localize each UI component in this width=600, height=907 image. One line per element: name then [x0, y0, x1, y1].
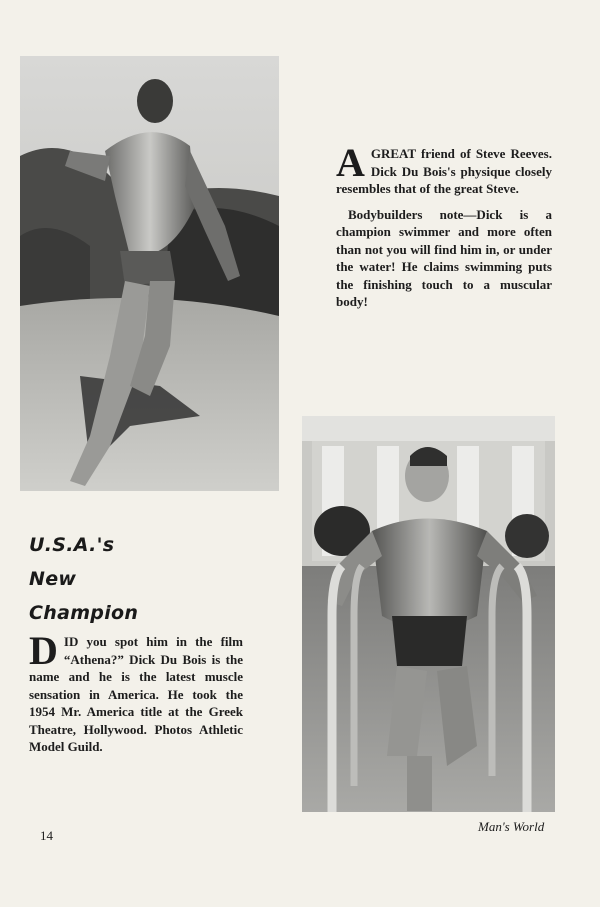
- caption-paragraph-2: Bodybuilders note—Dick is a champion swimmer and more often than not you will find him in, or under the water! He claims swimming puts the finishing touch to a muscular body!: [336, 206, 552, 309]
- dropcap-a: A: [336, 140, 365, 185]
- headline-line-2: New: [29, 568, 77, 590]
- page-number: 14: [40, 828, 53, 843]
- bodybuilder-pool-ladder-photo: [302, 416, 555, 812]
- headline: [29, 528, 279, 630]
- article-paragraph: DID you spot him in the film “Athena?” Dick Du Bois is the name and he is the latest muscle sensation in America. He took the 1954 Mr. America title at the Greek Theatre, Hollywood. Photos Athletic Model Guild.: [29, 628, 243, 754]
- bodybuilder-back-pose-photo: [20, 56, 279, 491]
- steve-reeves-caption: [336, 140, 552, 319]
- headline-line-3: Champion: [29, 602, 139, 624]
- headline-line-1: U.S.A.'s: [29, 534, 115, 556]
- magazine-name: Man's World: [478, 819, 545, 834]
- dropcap-d: D: [29, 628, 58, 673]
- champion-article-text: [29, 628, 243, 756]
- caption-paragraph-1: AGREAT friend of Steve Reeves. Dick Du Bois's physique closely resembles that of the great Steve.: [336, 140, 552, 196]
